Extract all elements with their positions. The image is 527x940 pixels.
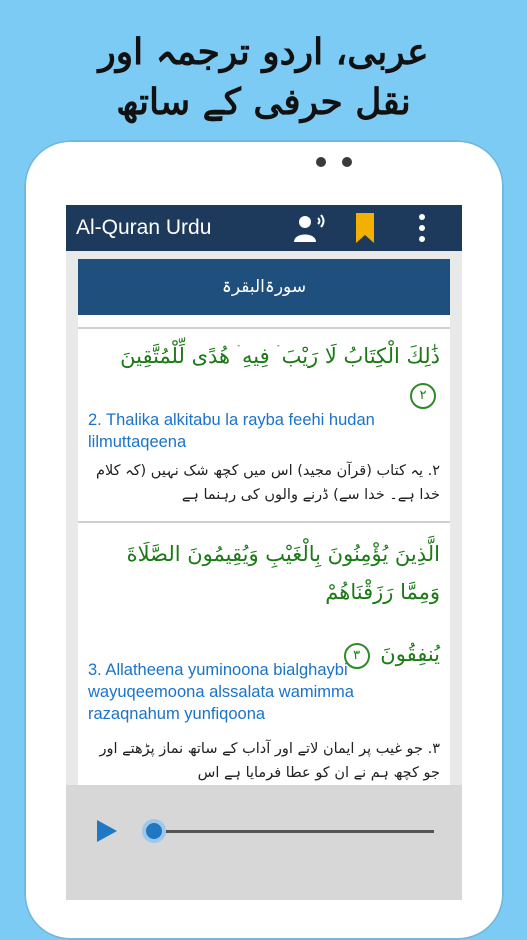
play-icon[interactable] [92, 817, 120, 845]
app-bar [66, 205, 462, 251]
verse-transliteration[interactable]: 3. Allatheena yuminoona bialghaybi wayuqeemoona alssalata wamimma razaqnahum yunfiqoona [88, 661, 354, 723]
verse-transliteration[interactable]: 2. Thalika alkitabu la rayba feehi hudan lilmuttaqeena [88, 411, 375, 451]
app-screen [66, 205, 462, 900]
bookmark-icon[interactable] [352, 211, 378, 245]
verse-urdu-translation[interactable]: ۲. یہ کتاب (قرآن مجید) اس میں کچھ شک نہیں (کہ کلام خدا ہے۔ خدا سے) ڈرنے والوں کی رہنما ہے [95, 463, 440, 503]
seek-track[interactable] [154, 830, 434, 833]
promo-line-1: عربی، اردو ترجمہ اور [98, 31, 429, 73]
promo-banner [0, 28, 527, 128]
app-title: Al-Quran Urdu [76, 216, 212, 239]
surah-title: سورۃالبقرۃ [78, 259, 450, 315]
divider [78, 521, 450, 523]
arabic-text: ذَٰلِكَ الْكِتَابُ لَا رَيْبَ ۛ فِيهِ ۛ هُدًى لِّلْمُتَّقِينَ [120, 344, 440, 368]
arabic-text: يُنفِقُونَ [380, 642, 440, 666]
verse-arabic[interactable] [88, 337, 440, 413]
promo-line-2: نقل حرفی کے ساتھ [116, 81, 411, 123]
arabic-text: الَّذِينَ يُؤْمِنُونَ بِالْغَيْبِ وَيُقِيمُونَ الصَّلَاةَ وَمِمَّا رَزَقْنَاهُمْ [126, 542, 440, 604]
verse-arabic[interactable] [88, 535, 440, 673]
audio-player [66, 785, 462, 900]
sensor-dot [342, 157, 352, 167]
divider [78, 327, 450, 329]
ayah-number-marker: ٢ [410, 383, 436, 409]
ayah-number-marker: ٣ [344, 643, 370, 669]
overflow-menu-icon[interactable] [412, 211, 432, 245]
verse-urdu-translation[interactable]: ۳. جو غیب پر ایمان لاتے اور آداب کے ساتھ نماز پڑھتے اور جو کچھ ہم نے ان کو عطا فرمایا ہے اس [99, 741, 440, 781]
user-audio-icon[interactable] [292, 211, 330, 245]
seek-thumb[interactable] [142, 819, 166, 843]
camera-dot [316, 157, 326, 167]
